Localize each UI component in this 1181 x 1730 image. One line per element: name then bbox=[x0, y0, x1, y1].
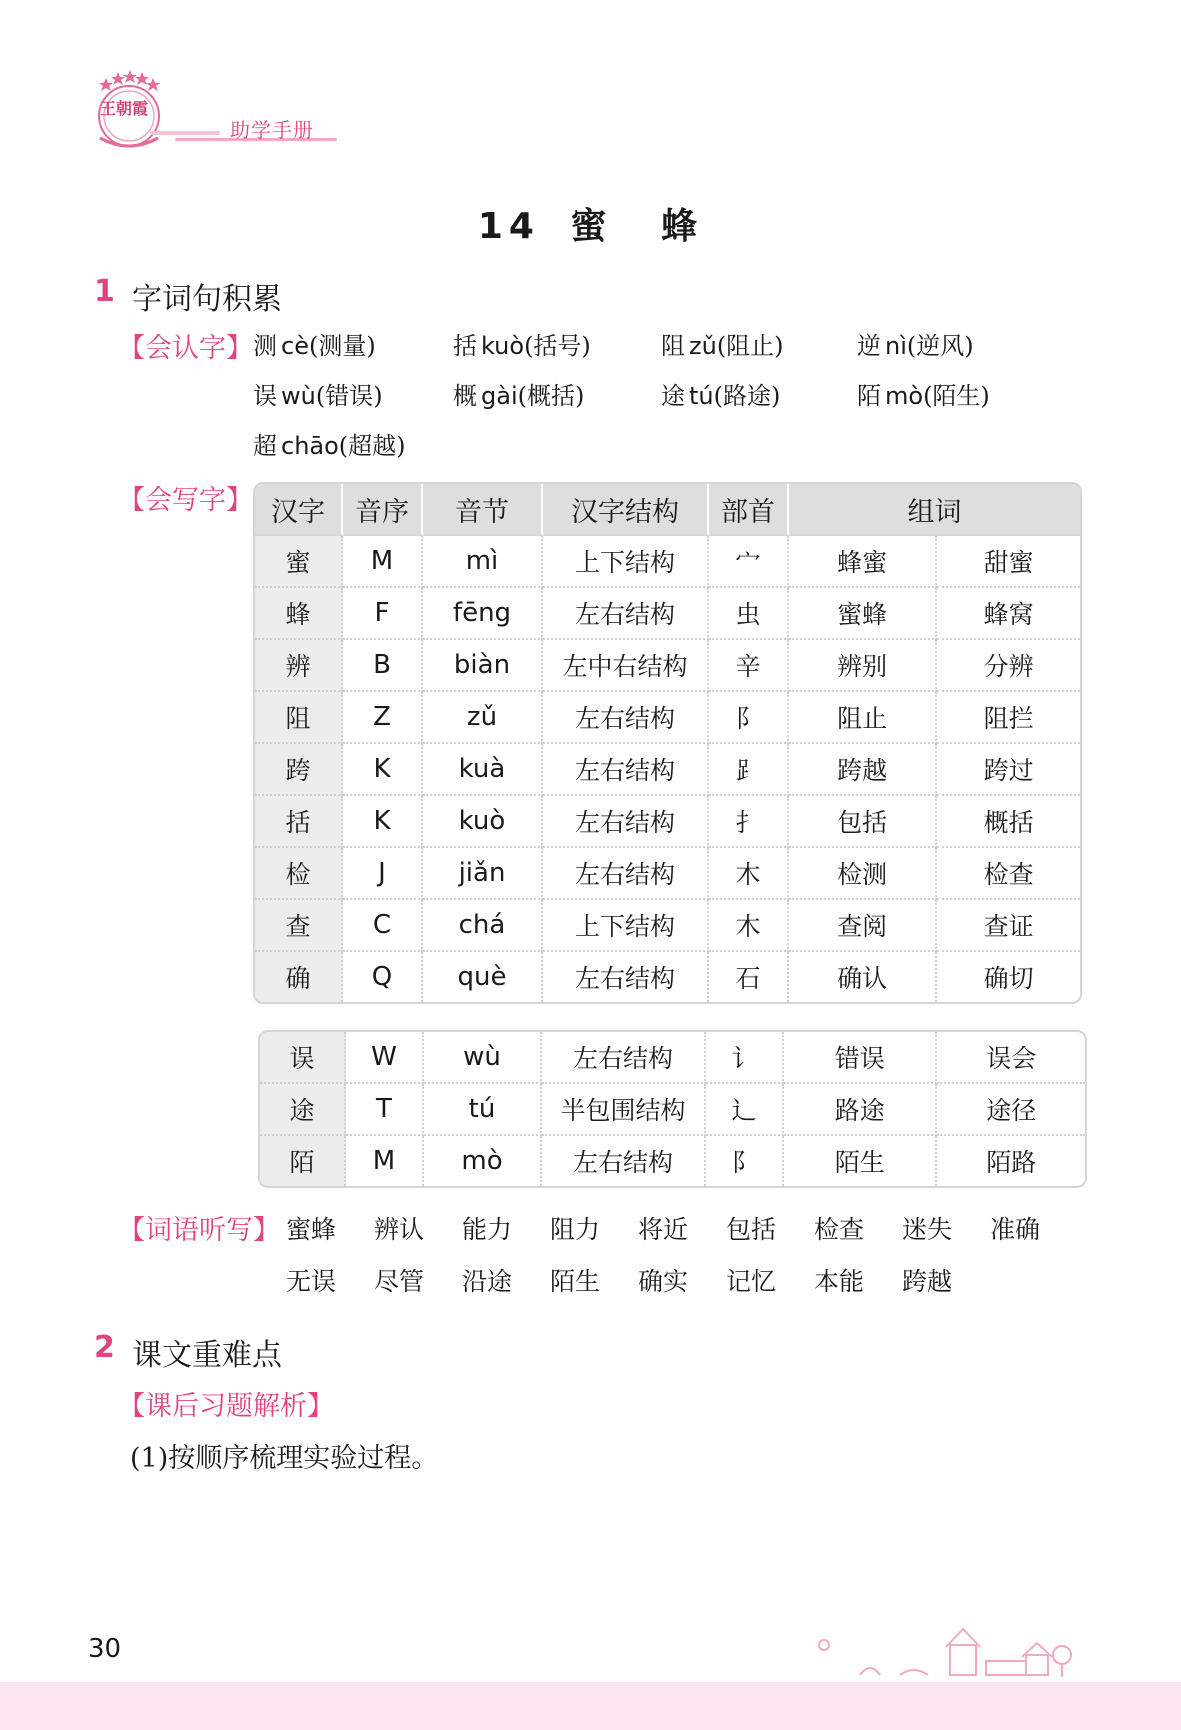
cell-word1: 蜂蜜 bbox=[789, 536, 937, 588]
cell-yinjie: zǔ bbox=[423, 692, 543, 744]
table-row bbox=[260, 1136, 1085, 1186]
cell-yinxu: Z bbox=[343, 692, 423, 744]
cell-radical: 石 bbox=[709, 952, 789, 1002]
cell-hanzi: 确 bbox=[255, 952, 343, 1002]
cell-structure: 左右结构 bbox=[542, 1136, 706, 1186]
table-row bbox=[255, 640, 1080, 692]
read-char: 途 bbox=[661, 382, 685, 410]
cell-word1: 确认 bbox=[789, 952, 937, 1002]
cell-hanzi: 阻 bbox=[255, 692, 343, 744]
cell-hanzi: 误 bbox=[260, 1032, 346, 1084]
cell-yinxu: B bbox=[343, 640, 423, 692]
read-char-pinyin: zǔ bbox=[689, 332, 717, 360]
read-char-word: (超越) bbox=[338, 432, 406, 460]
write-chars-table-2 bbox=[258, 1030, 1087, 1188]
cell-structure: 左右结构 bbox=[543, 588, 709, 640]
cell-radical: 木 bbox=[709, 900, 789, 952]
cell-hanzi: 跨 bbox=[255, 744, 343, 796]
cell-yinxu: M bbox=[346, 1136, 424, 1186]
cell-yinjie: kuò bbox=[423, 796, 543, 848]
cell-radical: 木 bbox=[709, 848, 789, 900]
cell-radical: ⻊ bbox=[709, 744, 789, 796]
cell-structure: 左右结构 bbox=[543, 848, 709, 900]
cell-yinjie: wù bbox=[424, 1032, 542, 1084]
cell-word1: 路途 bbox=[784, 1084, 937, 1136]
dictation-tag: 【词语听写】 bbox=[118, 1215, 280, 1246]
dictation-word: 沿途 bbox=[462, 1267, 513, 1296]
cell-structure: 左右结构 bbox=[543, 952, 709, 1002]
read-char: 超 bbox=[253, 432, 277, 460]
cell-yinxu: F bbox=[343, 588, 423, 640]
cell-structure: 左中右结构 bbox=[543, 640, 709, 692]
cell-radical: 辶 bbox=[706, 1084, 784, 1136]
cell-hanzi: 括 bbox=[255, 796, 343, 848]
read-char: 括 bbox=[453, 332, 477, 360]
cell-yinjie: què bbox=[423, 952, 543, 1002]
table-row bbox=[255, 848, 1080, 900]
cell-radical: 阝 bbox=[709, 692, 789, 744]
dictation-word: 辨认 bbox=[374, 1215, 425, 1244]
header-radical: 部首 bbox=[709, 484, 789, 536]
cell-word2: 阻拦 bbox=[937, 692, 1080, 744]
cell-yinjie: chá bbox=[423, 900, 543, 952]
lesson-title-char1: 蜜 bbox=[570, 206, 613, 247]
read-char-item bbox=[857, 376, 990, 411]
read-char: 概 bbox=[453, 382, 477, 410]
read-char: 误 bbox=[253, 382, 277, 410]
read-char-pinyin: mò bbox=[885, 382, 924, 410]
cell-structure: 左右结构 bbox=[543, 744, 709, 796]
read-char-word: (概括) bbox=[517, 382, 585, 410]
footer-house-illustration bbox=[800, 1615, 1080, 1685]
page-number: 30 bbox=[88, 1634, 122, 1664]
cell-word1: 阻止 bbox=[789, 692, 937, 744]
read-char: 阻 bbox=[661, 332, 685, 360]
cell-word1: 查阅 bbox=[789, 900, 937, 952]
exercise-text: (1)按顺序梳理实验过程。 bbox=[130, 1443, 439, 1474]
table-row bbox=[260, 1032, 1085, 1084]
dictation-word: 迷失 bbox=[902, 1215, 953, 1244]
section-1-title: 字词句积累 bbox=[132, 282, 282, 317]
read-char-pinyin: cè bbox=[281, 332, 309, 360]
read-char-pinyin: tú bbox=[689, 382, 714, 410]
footer-band bbox=[0, 1682, 1181, 1730]
dictation-word: 将近 bbox=[638, 1215, 689, 1244]
write-chars-tag: 【会写字】 bbox=[118, 485, 253, 516]
read-char-pinyin: gài bbox=[481, 382, 518, 410]
header-label: 助学手册 bbox=[230, 118, 314, 142]
logo-text: 王朝霞 bbox=[100, 99, 149, 118]
cell-yinxu: T bbox=[346, 1084, 424, 1136]
table-row bbox=[255, 952, 1080, 1002]
cell-yinjie: mò bbox=[424, 1136, 542, 1186]
read-char-word: (括号) bbox=[524, 332, 591, 360]
cell-word2: 蜂窝 bbox=[937, 588, 1080, 640]
cell-word1: 包括 bbox=[789, 796, 937, 848]
cell-radical: 宀 bbox=[709, 536, 789, 588]
cell-yinxu: Q bbox=[343, 952, 423, 1002]
read-char-item bbox=[253, 326, 376, 361]
cell-word2: 分辨 bbox=[937, 640, 1080, 692]
cell-word2: 确切 bbox=[983, 964, 1034, 993]
cell-word1: 检测 bbox=[789, 848, 937, 900]
read-char: 陌 bbox=[857, 382, 881, 410]
header-yinjie: 音节 bbox=[423, 484, 543, 536]
section-1-number: 1 bbox=[94, 274, 115, 309]
cell-radical: 辛 bbox=[709, 640, 789, 692]
table-header-row bbox=[255, 484, 1080, 536]
cell-word2: 检查 bbox=[937, 848, 1080, 900]
header-structure: 汉字结构 bbox=[543, 484, 709, 536]
read-char: 测 bbox=[253, 332, 277, 360]
read-chars-tag: 【会认字】 bbox=[118, 333, 253, 364]
cell-yinxu: M bbox=[343, 536, 423, 588]
cell-word1: 蜜蜂 bbox=[789, 588, 937, 640]
cell-word2: 途径 bbox=[937, 1084, 1085, 1136]
table-row bbox=[255, 900, 1080, 952]
section-2-title: 课文重难点 bbox=[132, 1338, 282, 1373]
cell-word2: 概括 bbox=[937, 796, 1080, 848]
dictation-word: 准确 bbox=[990, 1215, 1041, 1244]
cell-hanzi: 蜂 bbox=[255, 588, 343, 640]
cell-structure: 左右结构 bbox=[543, 692, 709, 744]
write-chars-table bbox=[253, 482, 1082, 1004]
cell-hanzi: 辨 bbox=[255, 640, 343, 692]
table-row bbox=[255, 744, 1080, 796]
dictation-word: 包括 bbox=[726, 1215, 777, 1244]
cell-hanzi: 蜜 bbox=[255, 536, 343, 588]
section-2-number: 2 bbox=[94, 1330, 115, 1365]
dictation-word: 尽管 bbox=[374, 1267, 425, 1296]
cell-radical: 阝 bbox=[706, 1136, 784, 1186]
read-char-pinyin: wù bbox=[281, 382, 316, 410]
read-char-pinyin: kuò bbox=[481, 332, 525, 360]
read-char-item bbox=[661, 376, 780, 411]
exercise-tag: 【课后习题解析】 bbox=[118, 1391, 334, 1422]
cell-hanzi: 途 bbox=[260, 1084, 346, 1136]
cell-word2: 误会 bbox=[937, 1032, 1085, 1084]
table-row bbox=[255, 692, 1080, 744]
cell-structure: 左右结构 bbox=[542, 1032, 706, 1084]
cell-structure: 上下结构 bbox=[543, 900, 709, 952]
dictation-word: 蜜蜂 bbox=[286, 1215, 337, 1244]
dictation-word: 记忆 bbox=[726, 1267, 777, 1296]
dictation-word: 无误 bbox=[286, 1267, 337, 1296]
cell-hanzi: 检 bbox=[255, 848, 343, 900]
cell-word1: 陌生 bbox=[784, 1136, 937, 1186]
cell-yinxu: W bbox=[346, 1032, 424, 1084]
read-char-item bbox=[857, 326, 974, 361]
table-row bbox=[260, 1084, 1085, 1136]
header-words: 组词 bbox=[789, 484, 1080, 536]
cell-radical: 虫 bbox=[709, 588, 789, 640]
cell-yinjie: jiǎn bbox=[423, 848, 543, 900]
cell-yinjie: mì bbox=[423, 536, 543, 588]
cell-hanzi: 查 bbox=[255, 900, 343, 952]
cell-yinjie: biàn bbox=[423, 640, 543, 692]
dictation-word: 检查 bbox=[814, 1215, 865, 1244]
read-char-word: (逆风) bbox=[906, 332, 974, 360]
cell-word1: 跨越 bbox=[789, 744, 937, 796]
read-char-item bbox=[661, 326, 784, 361]
read-char-word: (陌生) bbox=[923, 382, 990, 410]
dictation-word: 能力 bbox=[462, 1215, 513, 1244]
dictation-word: 确实 bbox=[638, 1267, 689, 1296]
header-decor-line bbox=[150, 131, 220, 135]
read-char-word: (测量) bbox=[308, 332, 376, 360]
cell-yinxu: J bbox=[343, 848, 423, 900]
cell-radical: 扌 bbox=[709, 796, 789, 848]
cell-yinxu: K bbox=[343, 744, 423, 796]
lesson-title-char2: 蜂 bbox=[661, 206, 704, 247]
cell-word2: 陌路 bbox=[986, 1148, 1037, 1177]
read-char-pinyin: chāo bbox=[281, 432, 339, 460]
cell-word2: 查证 bbox=[937, 900, 1080, 952]
read-char-item bbox=[253, 376, 383, 411]
table-row bbox=[255, 536, 1080, 588]
cell-yinjie: fēng bbox=[423, 588, 543, 640]
read-char-pinyin: nì bbox=[885, 332, 907, 360]
table-row bbox=[255, 588, 1080, 640]
header-hanzi: 汉字 bbox=[255, 484, 343, 536]
read-char-word: (错误) bbox=[315, 382, 383, 410]
cell-yinxu: K bbox=[343, 796, 423, 848]
cell-structure: 上下结构 bbox=[543, 536, 709, 588]
cell-word1: 辨别 bbox=[789, 640, 937, 692]
lesson-title bbox=[0, 198, 1181, 249]
read-char-word: (阻止) bbox=[716, 332, 784, 360]
cell-word1: 错误 bbox=[784, 1032, 937, 1084]
read-char-item bbox=[453, 376, 584, 411]
dictation-word: 阻力 bbox=[550, 1215, 601, 1244]
cell-hanzi: 陌 bbox=[260, 1136, 346, 1186]
cell-yinjie: kuà bbox=[423, 744, 543, 796]
cell-yinxu: C bbox=[343, 900, 423, 952]
read-char-word: (路途) bbox=[713, 382, 781, 410]
lesson-number: 14 bbox=[477, 206, 540, 247]
cell-structure: 左右结构 bbox=[543, 796, 709, 848]
cell-word2: 跨过 bbox=[937, 744, 1080, 796]
read-char-item bbox=[253, 426, 406, 461]
cell-yinjie: tú bbox=[424, 1084, 542, 1136]
cell-word2: 甜蜜 bbox=[937, 536, 1080, 588]
cell-structure: 半包围结构 bbox=[542, 1084, 706, 1136]
dictation-word: 陌生 bbox=[550, 1267, 601, 1296]
dictation-word: 本能 bbox=[814, 1267, 865, 1296]
read-char: 逆 bbox=[857, 332, 881, 360]
header-yinxu: 音序 bbox=[343, 484, 423, 536]
read-char-item bbox=[453, 326, 591, 361]
dictation-word: 跨越 bbox=[902, 1267, 953, 1296]
table-row bbox=[255, 796, 1080, 848]
cell-radical: 讠 bbox=[706, 1032, 784, 1084]
